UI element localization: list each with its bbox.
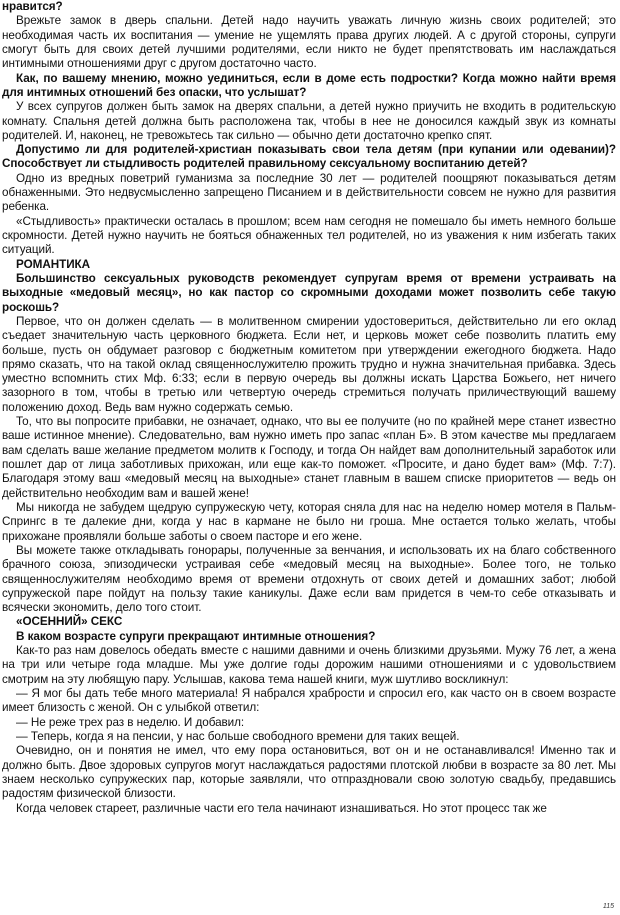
paragraph: Как-то раз нам довелось обедать вместе с нашими давними и очень близкими друзьями. Мужу 76 лет, а жена на три или четыре года младше. Мы уже долгие годы дорожим нашими отношениями и с удовольствием смотрим на эту любящую пару. Услышав, какова тема нашей книги, муж шутливо воскликнул:: [2, 644, 616, 686]
paragraph: Мы никогда не забудем щедрую супружескую чету, которая сняла для нас на неделю номер мотеля в Пальм-Спрингс в те далекие дни, когда у нас в кармане не было ни гроша. Мне остается только желать, чтобы прихожане проявляли больше заботы о своем пасторе и его жене.: [2, 500, 616, 543]
paragraph: Врежьте замок в дверь спальни. Детей надо научить уважать личную жизнь своих родителей; это необходимая часть их воспитания — умение не ущемлять права других людей. А с другой стороны, супруги смогут быть для своих детей лучшими родителями, если никто не будет препятствовать им наслаждаться интимными отношениями друг с другом достаточно часто.: [2, 14, 616, 71]
section-heading-romance: РОМАНТИКА: [16, 257, 91, 271]
section-heading-autumn: «ОСЕННИЙ» СЕКС: [16, 615, 123, 629]
paragraph: «Стыдливость» практически осталась в прошлом; всем нам сегодня не помешало бы иметь немного больше скромности. Детей нужно научить не бояться обнаженных тел родителей, но из уважения к ним избегать таких ситуаций.: [2, 214, 616, 257]
page-number: 115: [602, 903, 614, 910]
paragraph: У всех супругов должен быть замок на дверях спальни, а детей нужно приучить не входить в родительскую комнату. Спальня детей должна быть расположена так, чтобы в нее не доносился каждый звук из комнаты родителей. И, наконец, не тревожьтесь так сильно — обычно дети достаточно крепко спят.: [2, 100, 616, 142]
question-fragment: нравится?: [2, 0, 63, 13]
question: Допустимо ли для родителей-христиан показывать свои тела детям (при купании или одевании)? Способствует ли стыдливость родителей правильному сексуальному воспитанию детей?: [2, 143, 616, 171]
paragraph: Первое, что он должен сделать — в молитвенном смирении удостовериться, действительно ли его оклад съедает значительную часть церковного бюджета. Если нет, и церковь может себе позволить платить ему больше, пусть он обдумает разговор с бюджетным комитетом при утверждении ежегодного бюджета. Надо прямо сказать, что на такой оклад священнослужителю прожить трудно и нужна значительная прибавка. Здесь уместно вспомнить стих Мф. 6:33; если в первую очередь вы должны искать Царства Божьего, нет ничего зазорного в том, чтобы в третью или четвертую очередь стремиться получать приличествующий вашему положению доход. Ведь вам нужно содержать семью.: [2, 314, 616, 414]
question: Как, по вашему мнению, можно уединиться, если в доме есть подростки? Когда можно найти время для интимных отношений без опаски, что услышат?: [2, 71, 616, 99]
paragraph: То, что вы попросите прибавки, не означает, однако, что вы ее получите (но по крайней мере станет известно ваше истинное мнение). Следовательно, вам нужно иметь про запас «план Б». В этом качестве мы предлагаем вам сделать ваше желание предметом молитв к Господу, и тогда Он найдет вам дополнительный заработок или пошлет дар от лица заботливых прихожан, или еще как-то поможет. «Просите, и дано будет вам» (Мф. 7:7). Благодаря этому ваш «медовый месяц на выходные» станет главным в вашем списке приоритетов — ведь он действительно необходим вам и вашей жене!: [2, 415, 616, 500]
page-body: [2, 0, 616, 816]
paragraph: Очевидно, он и понятия не имел, что ему пора остановиться, вот он и не останавливался! Именно так и должно быть. Двое здоровых супругов могут наслаждаться радостями плотской любви в возрасте за 80 лет. Мы знаем несколько супружеских пар, которые заявляли, что отпраздновали свою золотую свадьбу, предавшись радостям физической близости.: [2, 744, 616, 801]
question: Большинство сексуальных руководств рекомендует супругам время от времени устраивать на выходные «медовый месяц», но как пастор со скромными доходами может позволить себе такую роскошь?: [2, 271, 616, 314]
dialogue-line: — Не реже трех раз в неделю. И добавил:: [16, 715, 245, 729]
paragraph: Когда человек стареет, различные части его тела начинают изнашиваться. Но этот процесс так же: [16, 801, 547, 815]
dialogue-line: — Теперь, когда я на пенсии, у нас больше свободного времени для таких вещей.: [16, 729, 460, 743]
paragraph: Вы можете также откладывать гонорары, полученные за венчания, и использовать их на благо собственного брачного союза, эпизодически устраивая себе «медовый месяц на выходные». Более того, не только священнослужителям необходимо время от времени отдохнуть от своих детей и домашних забот; любой супружеской паре пойдут на пользу такие каникулы. Даже если вам придется в чем-то себе отказывать и всячески экономить, дело того стоит.: [2, 543, 616, 615]
paragraph: — Я мог бы дать тебе много материала! Я набрался храбрости и спросил его, как часто он в своем возрасте имеет близость с женой. Он с улыбкой ответил:: [2, 687, 616, 715]
question: В каком возрасте супруги прекращают интимные отношения?: [16, 629, 376, 643]
paragraph: Одно из вредных поветрий гуманизма за последние 30 лет — родителей поощряют показываться детям обнаженными. Это недвусмысленно запрещено Писанием и в действительности совсем не нужно для развития ребенка.: [2, 171, 616, 214]
